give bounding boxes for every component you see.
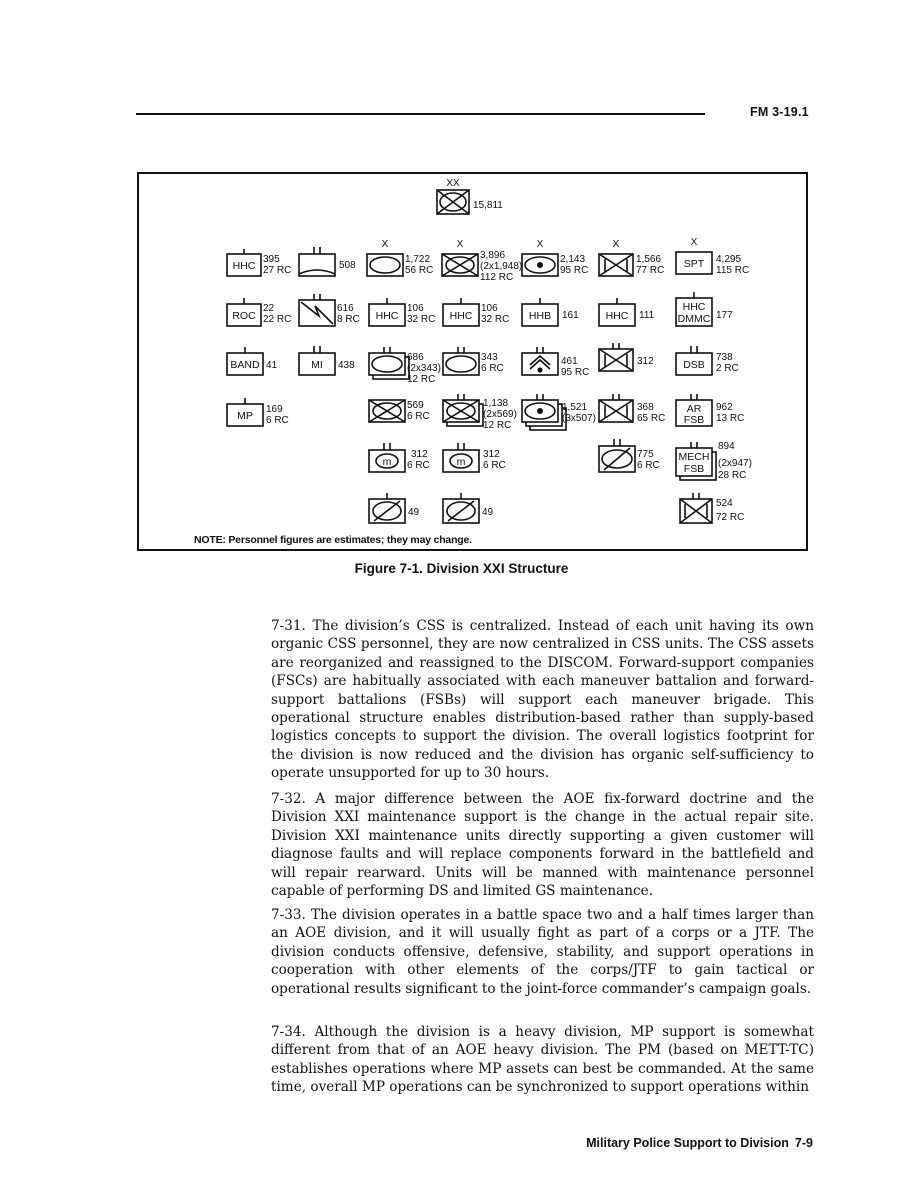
eng-gs-count-1: 368 [637,402,654,413]
med-count-2: 72 RC [716,512,745,523]
avn-echelon: X [381,239,389,250]
eng-hhc-count-1: 111 [639,310,655,321]
eng-count-2: 77 RC [636,265,665,276]
cav-count-1: 569 [407,400,424,411]
mech-fsb-count-1: 894 [718,441,735,452]
signal-symbol [299,247,335,276]
mech-avn-count-1: 312 [411,449,428,460]
spt-count-2: 115 RC [716,265,750,276]
armor-count-1: 775 [637,449,654,460]
mp-count-1: 169 [266,404,283,415]
arty-echelon: X [536,239,544,250]
roc-label: ROC [232,310,256,322]
fa-bn-count-2: (3x507) [562,413,596,424]
avn-count-2: 56 RC [405,265,434,276]
paragraph-7-32: 7-32. A major difference between the AOE fix-forward doctrine and the Division XXI maintenance support is the change in the actual repair site. Division XXI maintenance units directly supporting a given customer will diagnose faults and will replace components forward in the battlefield and will repair rearward. Units will be manned with maintenance personnel capable of performing DS and limited GS maintenance. [271,791,814,900]
sig2-count-2: 8 RC [337,314,360,325]
eng-hhc-label: HHC [605,310,629,322]
hhc-label: HHC [232,260,256,272]
sig-count-1: 508 [339,260,356,271]
eng-count-1: 1,566 [636,254,662,265]
armor-a-count-1: 49 [408,507,420,518]
avn-count-1: 1,722 [405,254,431,265]
armor-count-2: 6 RC [637,460,660,471]
dmmc-label-2: DMMC [677,313,711,325]
division-symbol [437,190,469,214]
fa-bn-count-1: 1,521 [562,402,588,413]
mech-fsb-label-2: FSB [683,463,705,475]
roc-count-1: 22 [263,303,275,314]
mp-label: MP [237,410,253,422]
ada-count-2: 95 RC [561,367,590,378]
arty-count-2: 95 RC [560,265,589,276]
armor-battalion-symbol [599,439,635,472]
inf-count-1: 3,896 [480,250,506,261]
medical-battalion-symbol [680,493,712,523]
hhb-label: HHB [528,310,552,322]
mech-fsb-count-2: (2x947) [718,458,752,469]
avn-bn-count-3: 12 RC [407,374,436,385]
engineer-battalion-symbol [599,343,633,371]
med-count-1: 524 [716,498,733,509]
armor-company-a-symbol [369,493,405,523]
ada-count-1: 461 [561,356,578,367]
figure-note: NOTE: Personnel figures are estimates; they may change. [194,534,472,546]
dsb-count-2: 2 RC [716,363,739,374]
signal-battalion-symbol [299,294,335,326]
avn-bn-count-2: (2x343) [407,363,441,374]
air-defense-symbol [522,347,558,375]
ar-fsb-count-1: 962 [716,402,733,413]
avn-bn-count-1: 686 [407,352,424,363]
avn-bn2-count-2: 6 RC [481,363,504,374]
aviation-battalion-stack-symbol [369,347,409,379]
division-count: 15,811 [473,200,503,211]
figure-caption: Figure 7-1. Division XXI Structure [354,561,569,576]
hhb-count-1: 161 [562,310,579,321]
cavalry-symbol [369,400,405,422]
org-chart [139,174,806,549]
spt-count-1: 4,295 [716,254,742,265]
aviation-battalion-symbol [443,347,479,375]
mi-label: MI [311,359,323,371]
infantry-battalion-stack-symbol [443,394,483,426]
mech-avn-symbol-letter: m [382,456,392,468]
ar-fsb-label-2: FSB [683,414,705,426]
engineer-gs-symbol [599,394,633,422]
arty-count-1: 2,143 [560,254,586,265]
paragraph-7-34: 7-34. Although the division is a heavy division, MP support is somewhat different from that of an AOE heavy division. The PM (based on METT-TC) establishes operations where MP assets can best be commanded. At the same time, overall MP operations can be synchronized to support operations within [271,1024,814,1096]
hhc-count-1: 395 [263,254,280,265]
roc-count-2: 22 RC [263,314,292,325]
mp-count-2: 6 RC [266,415,289,426]
field-artillery-stack-symbol [522,394,566,430]
ar-fsb-label-1: AR [686,403,702,415]
dmmc-label-1: HHC [682,301,706,313]
eng-echelon: X [612,239,620,250]
footer-page-number: 7-9 [794,1136,813,1150]
header-doc-id: FM 3-19.1 [750,105,809,119]
eng-gs-count-2: 65 RC [637,413,666,424]
inf-hhc-label: HHC [449,310,473,322]
org-chart-figure [137,172,808,551]
inf-bn-count-3: 12 RC [483,420,512,431]
engineer-brigade-symbol [599,254,633,276]
dmmc-count-1: 177 [716,310,733,321]
avn-bn2-count-1: 343 [481,352,498,363]
mech-fsb-count-3: 28 RC [718,470,747,481]
mech-inf-count-2: 6 RC [483,460,506,471]
mi-count-1: 438 [338,360,355,371]
inf-count-3: 112 RC [480,272,514,283]
inf-hhc-count-1: 106 [481,303,498,314]
armor-company-b-symbol [443,493,479,523]
spt-label: SPT [683,258,705,270]
mech-inf-count-1: 312 [483,449,500,460]
avn-hhc-count-2: 32 RC [407,314,436,325]
inf-hhc-count-2: 32 RC [481,314,510,325]
mech-inf-symbol-letter: m [456,456,466,468]
dsb-count-1: 738 [716,352,733,363]
avn-hhc-count-1: 106 [407,303,424,314]
paragraph-7-31: 7-31. The division’s CSS is centralized. Instead of each unit having its own organic CSS personnel, they are now centralized in CSS units. The CSS assets are reorganized and reassigned to the DISCOM. Forward-support companies (FSCs) are habitually associated with each maneuver battalion and forward-support battalions (FSBs) will support each maneuver brigade. This operational structure enables distribution-based rather than supply-based logistics concepts to support the division. The overall logistics footprint for the division is now reduced and the division has organic self-sufficiency to operate unsupported for up to 30 hours. [271,618,814,782]
mech-avn-count-2: 6 RC [407,460,430,471]
ar-fsb-count-2: 13 RC [716,413,745,424]
hhc-count-2: 27 RC [263,265,292,276]
paragraph-7-33: 7-33. The division operates in a battle space two and a half times larger than an AOE division, and it will usually fight as part of a corps or a JTF. The division conducts offensive, defensive, stability, and support operations in cooperation with other elements of the corps/JTF to gain tactical or operational results significant to the joint-force commander’s campaign goals. [271,907,814,997]
spt-echelon: X [690,237,698,248]
header-rule [136,113,705,115]
inf-echelon: X [456,239,464,250]
cav-count-2: 6 RC [407,411,430,422]
band-count-1: 41 [266,360,278,371]
artillery-brigade-symbol [522,254,558,276]
eng-bn-count-1: 312 [637,356,654,367]
aviation-brigade-symbol [367,254,403,276]
footer-chapter-title: Military Police Support to Division [586,1136,789,1150]
division-echelon: XX [446,178,460,189]
dsb-label: DSB [683,359,705,371]
inf-bn-count-1: 1,138 [483,398,509,409]
sig2-count-1: 616 [337,303,354,314]
infantry-brigade-symbol [442,254,478,276]
armor-b-count-1: 49 [482,507,494,518]
band-label: BAND [230,359,260,371]
mech-fsb-label-1: MECH [678,451,710,463]
avn-hhc-label: HHC [375,310,399,322]
page-footer [580,1136,813,1150]
inf-bn-count-2: (2x569) [483,409,517,420]
inf-count-2: (2x1,948) [480,261,523,272]
